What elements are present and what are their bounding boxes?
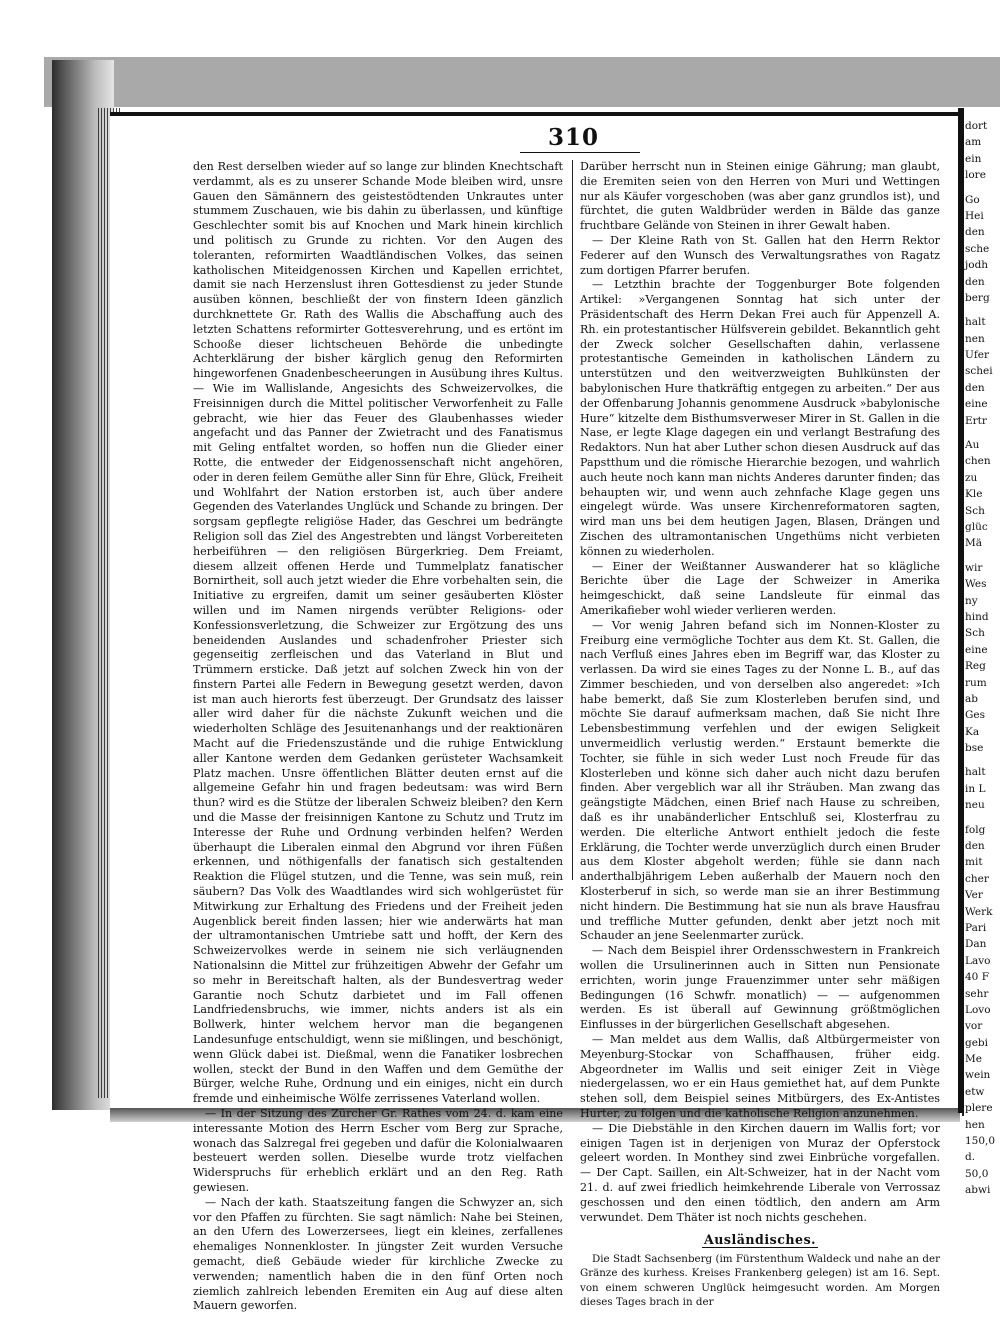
adjacent-page-line: halt [965, 316, 986, 329]
adjacent-page-line: glüc [965, 520, 988, 533]
adjacent-page-line: Dan [965, 938, 987, 951]
adjacent-page-line: wir [965, 561, 983, 574]
adjacent-page-line: berg [965, 291, 990, 304]
adjacent-page-line: Ertr [965, 414, 987, 427]
adjacent-page-line: sehr [965, 987, 989, 1000]
adjacent-page-line: etw [965, 1085, 985, 1098]
page-gutter-edge [958, 108, 964, 1113]
adjacent-page-line: d. [965, 1151, 976, 1164]
adjacent-page-line: ny [965, 594, 978, 607]
adjacent-page-line: cher [965, 872, 989, 885]
adjacent-page-line [965, 814, 1000, 822]
adjacent-page-line: vor [965, 1020, 983, 1033]
article-paragraph: — Einer der Weißtanner Auswanderer hat so klägliche Berichte über die Lage der Schweizer in Amerika heimgeschickt, daß seine Landsleute für einmal das Amerikafieber wohl wieder verlieren werden. [580, 559, 940, 617]
article-paragraph: — Man meldet aus dem Wallis, daß Altbürgermeister von Meyenburg-Stockar von Schaffhausen, früher eidg. Abgeordneter im Wallis und seit einiger Zeit in Viège niedergelassen, wo er ein Haus gemiethet hat, auf dem Punkte stehen soll, dem Beispiel seines Mitbürgers, des Ex-Antistes Hurter, zu folgen und die katholische Religion anzunehmen. [580, 1033, 940, 1120]
section-heading-text: Ausländisches. [703, 1232, 817, 1248]
column-divider [572, 160, 573, 880]
adjacent-page-line: Pari [965, 921, 987, 934]
adjacent-page-line: schei [965, 365, 993, 378]
adjacent-page-line: ab [965, 692, 978, 705]
adjacent-page-line: mit [965, 856, 983, 869]
adjacent-page-line: plere [965, 1102, 993, 1115]
adjacent-page-line: gebi [965, 1036, 989, 1049]
adjacent-page-line: 150,0 [965, 1135, 996, 1148]
adjacent-page-line: zu [965, 471, 978, 484]
adjacent-page-line: bse [965, 742, 984, 755]
adjacent-page-line: Hei [965, 209, 984, 222]
adjacent-page-line: Lavo [965, 954, 991, 967]
adjacent-page-line: in L [965, 782, 986, 795]
adjacent-page-line: Au [965, 439, 980, 452]
adjacent-page-line: Wes [965, 578, 987, 591]
adjacent-page-line: Kle [965, 488, 983, 501]
adjacent-page-line: Ver [965, 889, 983, 902]
header-rule [520, 152, 640, 153]
adjacent-page-line: hen [965, 1118, 985, 1131]
adjacent-page-line [965, 306, 1000, 314]
adjacent-page-line: Werk [965, 905, 993, 918]
article-paragraph: — Vor wenig Jahren befand sich im Nonnen-Kloster zu Freiburg eine vermögliche Tochter aus dem Kt. St. Gallen, die nach Verfluß eines Jahres eben im Begriff war, das Kloster zu verlassen. Da wird sie eines Tages zu der Nonne L. B., auf das Zimmer beschieden, und von derselben also angeredet: »Ich habe bemerkt, daß Sie zum Klosterleben berufen sind, und möchte Sie darauf aufmerksam machen, daß Sie nicht Ihre Lebensbestimmung verfehlen und der ewigen Seligkeit unvermeidlich verlustig werden.“ Erstaunt bemerkte die Tochter, sie fühle in sich weder Lust noch Freude für das Klosterleben und könne sich daher auch nicht dazu berufen finden. Aber vergeblich war all ihr Sträuben. Man zwang das geängstigte Mädchen, einen Brief nach Hause zu schreiben, daß es ihr unabänderlicher Entschluß sei, Klosterfrau zu werden. Die elterliche Antwort enthielt jedoch die feste Erklärung, die Tochter werde unverzüglich durch einen Bruder aus dem Kloster abgeholt werden; fühle sie dann nach anderthalbjährigem Leben außerhalb der Mauern noch den Klosterberuf in sich, so werde man sie an ihrer Bestimmung nicht hindern. Die Bestimmung hat sie nun als brave Hausfrau und treffliche Mutter gefunden, denkt aber jetzt noch mit Schauder an jene Seelenmarter zurück. [580, 618, 940, 943]
adjacent-page-line: den [965, 226, 985, 239]
adjacent-page-line: wein [965, 1069, 991, 1082]
adjacent-page-line: Ka [965, 725, 980, 738]
adjacent-page-line [965, 429, 1000, 437]
adjacent-page-line: Mä [965, 537, 983, 550]
adjacent-page-line: 50,0 [965, 1167, 989, 1180]
adjacent-page-line: den [965, 840, 985, 853]
article-paragraph: Die Stadt Sachsenberg (im Fürstenthum Waldeck und nahe an der Gränze des kurhess. Kreises Frankenberg gelegen) ist am 16. Sept. von einem schweren Unglück heimgesucht worden. Am Morgen dieses Tages brach in der [580, 1253, 940, 1308]
adjacent-page-line: Ufer [965, 349, 989, 362]
right-column [580, 160, 940, 1309]
adjacent-page-line: lore [965, 169, 986, 182]
adjacent-page-line: folg [965, 823, 986, 836]
adjacent-page-line [965, 184, 1000, 192]
adjacent-page-line [965, 756, 1000, 764]
adjacent-page-line: eine [965, 643, 988, 656]
adjacent-page-line: chen [965, 455, 991, 468]
adjacent-page-line: sche [965, 242, 990, 255]
adjacent-page-line: den [965, 275, 985, 288]
adjacent-page-line: abwi [965, 1184, 991, 1197]
page-number: 310 [548, 124, 600, 151]
article-paragraph: — In der Sitzung des Zürcher Gr. Rathes vom 24. d. kam eine interessante Motion des Herrn Escher vom Berg zur Sprache, wonach das Salzregal frei gegeben und dafür die Kolonialwaaren besteuert werden sollen. Dieselbe wurde trotz vielfachen Widerspruchs für erheblich erklärt und an den Reg. Rath gewiesen. [193, 1107, 563, 1194]
adjacent-page-line: eine [965, 398, 988, 411]
adjacent-page-line: Lovo [965, 1003, 991, 1016]
adjacent-page-line: neu [965, 799, 985, 812]
adjacent-page-line: Reg [965, 660, 986, 673]
adjacent-page-line: rum [965, 676, 987, 689]
section-heading [580, 1233, 940, 1248]
adjacent-page-line: 40 F [965, 971, 989, 984]
adjacent-page-line: dort [965, 120, 988, 132]
article-paragraph: — Letzthin brachte der Toggenburger Bote folgenden Artikel: »Vergangenen Sonntag hat sich unter der Präsidentschaft des Herrn Dekan Frei auch für Appenzell A. Rh. ein protestantischer Hülfsverein gebildet. Bekanntlich geht der Zweck solcher Gesellschaften dahin, verlassene protestantische Gemeinden in katholischen Ländern zu unterstützen und den weitverzweigten Buhlkünsten der babylonischen Hure thatkräftig entgegen zu arbeiten.“ Der aus der Offenbarung Johannis genommene Ausdruck »babylonische Hure“ kitzelte dem Bisthumsverweser Mirer in St. Gallen in die Nase, er legte Klage dagegen ein und verlangt Bestrafung des Redaktors. Nun hat aber Luther schon diesen Ausdruck auf das Papstthum und die römische Hierarchie bezogen, und wahrlich auch heute noch kann man nichts Anderes darunter finden; das behaupten wir, und wenn auch zehnfache Klage gegen uns eingelegt würde. Was unsere Kirchenreformatoren sagten, wird man uns bei dem heutigen Jagen, Blasen, Drängen und Zischen des ultramontanischen Ungethüms nicht verbieten können zu wiederholen. [580, 278, 940, 558]
adjacent-page-line: am [965, 136, 982, 149]
adjacent-page-line [965, 552, 1000, 560]
article-paragraph: den Rest derselben wieder auf so lange zur blinden Knechtschaft verdammt, als es zu unserer Schande Mode bleiben wird, unsre Gauen den Sämännern des geistestödtenden Unkrautes unter stummem Zuschauen, wie bis dahin zu überlassen, und künftige Geschlechter somit bis auf Knochen und Mark hinein kirchlich und politisch zu Grunde zu richten. Vor den Augen des toleranten, reformirten Waadtländischen Volkes, das seinen katholischen Miteidgenossen Kirchen und Kapellen errichtet, damit sie nach Herzenslust ihren Gottesdienst zu jeder Stunde ausüben können, beschließt der von finstern Ideen gänzlich durchknettete Gr. Rath des Wallis die Abschaffung auch des letzten Schattens reformirter Gottesverehrung, und es ertönt im Schooße dieser lichtscheuen Behörde die unbedingte Achterklärung der bisher kärglich genug den Reformirten hingeworfenen Gnadenbescheerungen in Ausübung ihres Kultus. — Wie im Wallislande, Angesichts des Schweizervolkes, die Freisinnigen durch die Mittel politischer Verworfenheit zu Falle gebracht, wie hier das Feuer des Glaubenhasses wieder angefacht und das Panner der Zwietracht und des Fanatismus mit Geling entfaltet worden, so hoffen nun die Glieder einer Rotte, die entweder der Eidgenossenschaft nicht angehören, oder in deren feilem Gemüthe aller Sinn für Ehre, Glück, Freiheit und Wohlfahrt der Nation erstorben ist, auch über andere Gegenden des Vaterlandes Unglück und Schande zu bringen. Der sorgsam gepflegte religiöse Hader, das Geschrei um bedrängte Religion soll das Ziel des Angestrebten und längst Vorbereiteten herbeiführen — den religiösen Bürgerkrieg. Dem Freiamt, diesem allzeit offenen Herde und Tummelplatz fanatischer Bornirtheit, soll auch jetzt wieder die Ehre vorbehalten sein, die Initiative zu ergreifen, damit um seiner gesäuberten Klöster willen und im Namen nirgends verübter Religions- oder Konfessionsverletzung, die Schweizer zur Ergötzung des uns beneidenden Auslandes und schadenfroher Priester sich gegenseitig zerfleischen und das Vaterland in Blut und Trümmern ersticke. Daß jetzt auf solchen Zweck hin von der finstern Partei alle Federn in Bewegung gesetzt werden, davon ist man auch hierorts fest überzeugt. Der Grundsatz des laisser aller wird daher für die nächste Zukunft weichen und die wiederholten Schläge des Jesuitenanhangs und der reaktionären Macht auf die Friedenszustände und die ruhige Entwicklung aller Kantone werden dem Gedanken gerüsteter Wachsamkeit Platz machen. Unsre öffentlichen Blätter deuten ernst auf die allgemeine Gefahr hin und fragen bedeutsam: was wird Bern thun? wird es die Stütze der liberalen Schweiz bleiben? den Kern und die Masse der freisinnigen Kantone zu Schutz und Trutz im Interesse der Ruhe und Ordnung verbinden helfen? Werden überhaupt die Liberalen einmal den Abgrund vor ihren Füßen erkennen, und nöthigenfalls der fanatisch sich gestaltenden Reaktion die Flügel stutzen, und die Tenne, was sein muß, rein säubern? Das Volk des Waadtlandes wird sich wohlgerüstet für Mitwirkung zur Erhaltung des Friedens und der Freiheit jeden Augenblick bereit finden lassen; hier wie anderwärts hat man der ultramontanischen Umtriebe satt und hofft, der Kern des Schweizervolkes werde in seinem nie sich verläugnenden Nationalsinn die Mittel zur frühzeitigen Abwehr der Gefahr um so mehr in Bereitschaft halten, als der Bundesvertrag weder Garantie noch Schutz darbietet und im Fall offenen Landfriedensbruchs, wie immer, nichts anders ist als ein Bollwerk, hinter welchem hervor man die begangenen Landesunfuge entschuldigt, wenn sie mißlingen, und beschönigt, wenn Glück dabei ist. Dießmal, wenn die Fanatiker losbrechen wollen, steckt der Bund in den Waffen und dem Gemüthe der Bürger, welche Ruhe, Ordnung und ein einiges, nicht ein durch fremde und einheimische Wölfe zerrissenes Vaterland wollen. [193, 160, 563, 1106]
scanner-background [44, 57, 1000, 107]
adjacent-page-line: Sch [965, 504, 985, 517]
article-paragraph: — Nach dem Beispiel ihrer Ordensschwestern in Frankreich wollen die Ursulinerinnen auch in Sitten nun Pensionate errichten, worin junge Frauenzimmer unter sehr mäßigen Bedingungen (16 Schwfr. monatlich) — — aufgenommen werden. Es ist überall auf Gewinnung größtmöglichen Einflusses in der bürgerlichen Gesellschaft abgesehen. [580, 944, 940, 1032]
adjacent-page-line: ein [965, 152, 982, 165]
adjacent-page-line: nen [965, 332, 985, 345]
adjacent-page-line: jodh [965, 259, 989, 272]
adjacent-page-line: Me [965, 1053, 982, 1066]
adjacent-page-line: halt [965, 766, 986, 779]
adjacent-page-line: Sch [965, 627, 985, 640]
article-paragraph: — Die Diebstähle in den Kirchen dauern im Wallis fort; vor einigen Tagen ist in derjenigen von Muraz der Opferstock geleert worden. In Monthey sind zwei Einbrüche vorgefallen. — Der Capt. Saillen, ein Alt-Schweizer, hat in der Nacht vom 21. d. auf zwei friedlich heimkehrende Liberale von Verrossaz geschossen und den einen tödtlich, den andern am Arm verwundet. Dem Thäter ist noch nichts geschehen. [580, 1121, 940, 1224]
adjacent-page-line: Go [965, 193, 980, 206]
adjacent-page-line: hind [965, 610, 989, 623]
adjacent-page-line: Ges [965, 709, 985, 722]
left-column [193, 160, 563, 1314]
article-paragraph: — Der Kleine Rath von St. Gallen hat den Herrn Rektor Federer auf den Wunsch des Verwaltungsrathes von Ragatz zum dortigen Pfarrer berufen. [580, 233, 940, 277]
adjacent-page-line: den [965, 381, 985, 394]
article-paragraph: Darüber herrscht nun in Steinen einige Gährung; man glaubt, die Eremiten seien von den Herren von Muri und Wettingen nur als Käufer vorgeschoben (was aber ganz grundlos ist), und fürchtet, die guten Waldbrüder werden in Bälde das ganze fruchtbare Gelände von Steinen in ihrer Gewalt haben. [580, 160, 940, 233]
adjacent-page-fragment [965, 118, 1000, 1197]
article-paragraph: — Nach der kath. Staatszeitung fangen die Schwyzer an, sich vor den Pfaffen zu fürchten. Sie sagt nämlich: Nahe bei Steinen, an den Ufern des Lowerzersees, liegt ein kleines, zerfallenes ehemaliges Nonnenkloster. In jüngster Zeit wurden Versuche gemacht, dieß Gebäude wieder für kirchliche Zwecke zu verwenden; namentlich haben die in den fünf Orten noch ziemlich zahlreich lebenden Eremiten ein Aug auf diese alten Mauern geworfen. [193, 1195, 563, 1313]
